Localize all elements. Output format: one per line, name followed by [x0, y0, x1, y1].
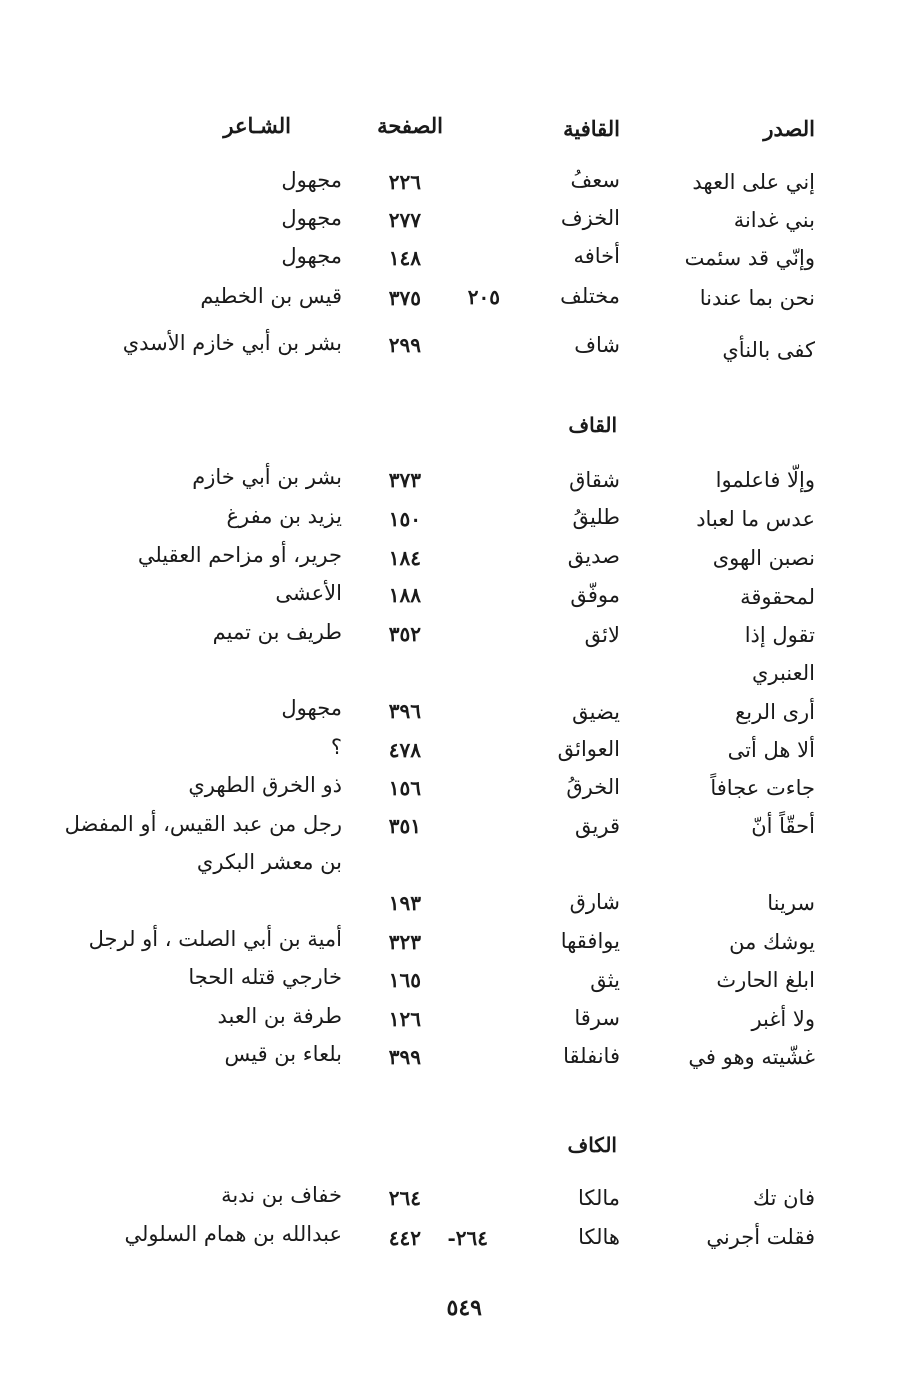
poet-cell: مجهول	[281, 206, 342, 230]
extra-page-cell: ٢٠٥	[467, 285, 500, 309]
poet-cell: جرير، أو مزاحم العقيلي	[137, 543, 342, 567]
qafia-cell: هالكا	[578, 1225, 620, 1249]
page-cell: ١٨٨	[388, 583, 421, 607]
qafia-cell: يضيق	[572, 700, 620, 724]
page-cell: ٤٤٢	[388, 1226, 421, 1250]
qafia-cell: موفّق	[570, 583, 620, 607]
page-cell: ٤٧٨	[388, 738, 421, 762]
poet-cell: مجهول	[281, 696, 342, 720]
qafia-cell: أخافه	[573, 244, 620, 268]
poet-cell: خفاف بن ندبة	[221, 1183, 342, 1207]
qafia-cell: قريق	[575, 814, 620, 838]
qafia-cell: سعفُ	[570, 168, 620, 192]
header-page: الصفحة	[377, 113, 443, 138]
page-cell: ١٥٦	[388, 776, 421, 800]
page-number: ٥٤٩	[446, 1295, 482, 1321]
poet-cell: رجل من عبد القيس، أو المفضل	[64, 812, 342, 836]
page-cell: ٢٦٤	[388, 1186, 421, 1210]
sadr-cell: نصبن الهوى	[712, 546, 815, 570]
qafia-cell: شاف	[574, 333, 620, 357]
sadr-cell: وإنّي قد سئمت	[684, 246, 815, 270]
qafia-cell: سرقا	[574, 1006, 620, 1030]
sadr-cell: فقلت أجرني	[706, 1225, 815, 1249]
poet-cell: طرفة بن العبد	[217, 1004, 342, 1028]
poet-cell: خارجي قتله الحجا	[188, 965, 342, 989]
qafia-cell: مالكا	[577, 1186, 620, 1210]
qafia-cell: الخرقُ	[566, 775, 620, 799]
sadr-cell: أرى الربع	[735, 700, 815, 724]
header-qafia: القافية	[563, 116, 620, 141]
poet-cell: أمية بن أبي الصلت ، أو لرجل	[88, 927, 342, 951]
qafia-cell: صديق	[567, 544, 620, 568]
poet-cell: ذو الخرق الطهري	[188, 773, 342, 797]
poet-cell: مجهول	[281, 168, 342, 192]
qafia-cell: الخزف	[560, 206, 620, 230]
qafia-cell: يثق	[590, 968, 620, 992]
qafia-cell: فانفلقا	[563, 1044, 620, 1068]
poet-cell: بشر بن أبي خازم	[192, 465, 342, 489]
page-cell: ١٩٣	[388, 891, 421, 915]
section-heading-kaf: الكاف	[567, 1133, 617, 1157]
page-cell: ٣٧٣	[388, 468, 421, 492]
poet-cell: بشر بن أبي خازم الأسدي	[122, 331, 342, 355]
page-cell: ١٤٨	[388, 246, 421, 270]
page-cell: ٢٢٦	[388, 170, 421, 194]
page-cell: ٣٢٣	[388, 930, 421, 954]
header-poet: الشـاعر	[223, 113, 291, 138]
poet-cell: عبدالله بن همام السلولي	[124, 1222, 342, 1246]
sadr-cell: لمحقوقة	[740, 585, 815, 609]
qafia-cell: شقاق	[569, 468, 620, 492]
poet-cell: طريف بن تميم	[212, 620, 342, 644]
sadr-cell: عدس ما لعباد	[696, 507, 815, 531]
sadr-cell: العنبري	[751, 661, 815, 685]
page-cell: ٣٩٩	[388, 1045, 421, 1069]
sadr-cell: نحن بما عندنا	[699, 286, 815, 310]
qafia-cell: مختلف	[560, 284, 620, 308]
page-cell: ١٥٠	[388, 507, 421, 531]
sadr-cell: وإلّا فاعلموا	[715, 468, 815, 492]
sadr-cell: تقول إذا	[744, 623, 815, 647]
qafia-cell: يوافقها	[560, 929, 620, 953]
poet-cell: قيس بن الخطيم	[200, 284, 342, 308]
section-heading-qaf: القاف	[568, 413, 617, 437]
page-cell: ٣٧٥	[388, 286, 421, 310]
sadr-cell: يوشك من	[729, 930, 815, 954]
page-cell: ٢٩٩	[388, 333, 421, 357]
poet-cell: الأعشى	[275, 581, 342, 605]
poet-cell: بلعاء بن قيس	[224, 1042, 342, 1066]
header-sadr: الصدر	[763, 116, 815, 141]
poet-cell: بن معشر البكري	[196, 850, 342, 874]
sadr-cell: جاءت عجافاً	[710, 776, 815, 800]
sadr-cell: إني على العهد	[692, 170, 815, 194]
qafia-cell: شارق	[569, 890, 620, 914]
sadr-cell: فان تك	[752, 1186, 815, 1210]
extra-page-cell: ٢٦٤-	[447, 1226, 488, 1250]
poet-cell: مجهول	[281, 244, 342, 268]
page-cell: ٣٥٢	[388, 622, 421, 646]
qafia-cell: العوائق	[557, 737, 620, 761]
page-cell: ٣٥١	[388, 814, 421, 838]
sadr-cell: كفى بالنأي	[722, 338, 815, 362]
sadr-cell: سرينا	[767, 891, 815, 915]
sadr-cell: ولا أغبر	[751, 1007, 815, 1031]
sadr-cell: غشّيته وهو في	[688, 1045, 815, 1069]
sadr-cell: ألا هل أتى	[727, 738, 815, 762]
page-cell: ١٦٥	[388, 968, 421, 992]
page-cell: ١٨٤	[388, 546, 421, 570]
sadr-cell: أحقّاً أنّ	[751, 814, 815, 838]
page-cell: ٢٧٧	[388, 208, 421, 232]
poet-cell: ؟	[330, 735, 342, 759]
poet-cell: يزيد بن مفرغ	[226, 504, 342, 528]
qafia-cell: طليقُ	[572, 505, 620, 529]
qafia-cell: لائق	[584, 623, 620, 647]
sadr-cell: بني غدانة	[733, 208, 815, 232]
page-cell: ٣٩٦	[388, 699, 421, 723]
page-cell: ١٢٦	[388, 1007, 421, 1031]
sadr-cell: ابلغ الحارث	[716, 968, 815, 992]
